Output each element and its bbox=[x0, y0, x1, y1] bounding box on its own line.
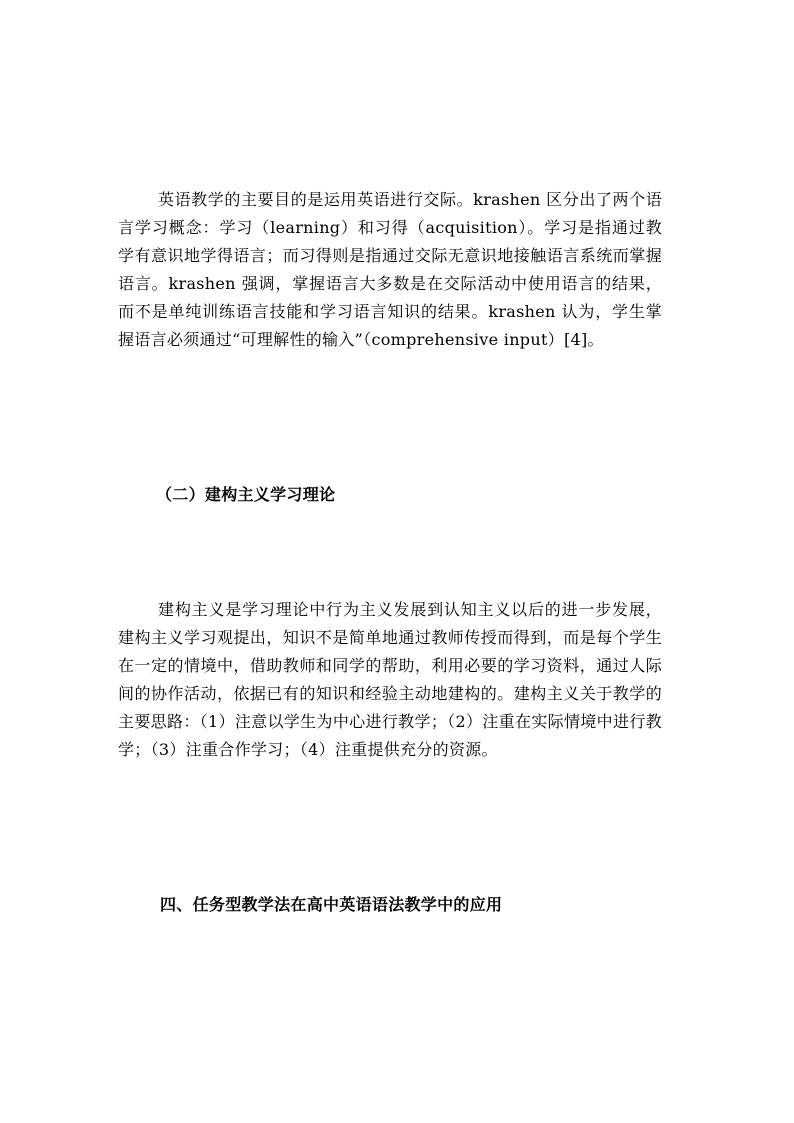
paragraph-constructivism: 建构主义是学习理论中行为主义发展到认知主义以后的进一步发展，建构主义学习观提出，知识不是简单地通过教师传授而得到，而是每个学生在一定的情境中，借助教师和同学的帮助，利用必要的学习资料，通过人际间的协作活动，依据已有的知识和经验主动地建构的。建构主义关于教学的主要思路：（1）注意以学生为中心进行教学；（2）注重在实际情境中进行教学；（3）注重合作学习；（4）注重提供充分的资源。 bbox=[118, 600, 662, 759]
section-heading-task-based-teaching: 四、任务型教学法在高中英语语法教学中的应用 bbox=[160, 895, 503, 914]
section-heading-constructivism: （二）建构主义学习理论 bbox=[156, 485, 336, 504]
paragraph-krashen-theory: 英语教学的主要目的是运用英语进行交际。krashen 区分出了两个语言学习概念：学习（learning）和习得（acquisition）。学习是指通过教学有意识地学得语言；而习得则是指通过交际无意识地接触语言系统而掌握语言。krashen 强调，掌握语言大多数是在交际活动中使用语言的结果，而不是单纯训练语言技能和学习语言知识的结果。krashen 认为，学生掌握语言必须通过“可理解性的输入”（comprehensive input）[4]。 bbox=[118, 190, 662, 349]
